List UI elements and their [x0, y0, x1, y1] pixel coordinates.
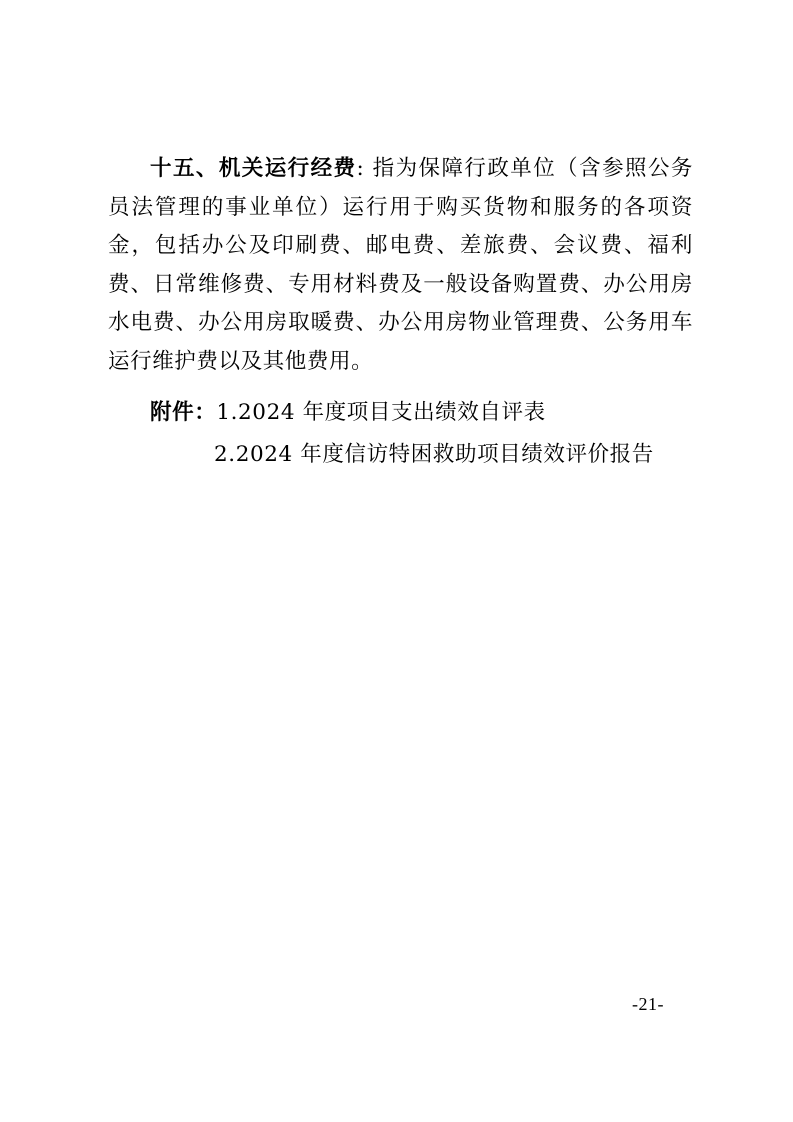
page-number: -21- [632, 994, 664, 1014]
attachment-item: 1.2024 年度项目支出绩效自评表 [216, 400, 546, 425]
section-body: 指为保障行政单位（含参照公务员法管理的事业单位）运行用于购买货物和服务的各项资金，包括办公及印刷费、邮电费、差旅费、会议费、福利费、日常维修费、专用材料费及一般设备购置费、办公用房水电费、办公用房取暖费、办公用房物业管理费、公务用车运行维护费以及其他费用。 [108, 156, 693, 374]
attachment-line-2 [150, 434, 654, 476]
section-heading: 十五、机关运行经费 [150, 156, 357, 181]
section-paragraph [108, 150, 693, 381]
attachments-block [150, 392, 654, 476]
attachments-label: 附件： [150, 400, 217, 425]
attachment-line-1 [150, 392, 654, 434]
heading-colon: : [356, 156, 373, 181]
attachment-item: 2.2024 年度信访特困救助项目绩效评价报告 [214, 442, 654, 467]
